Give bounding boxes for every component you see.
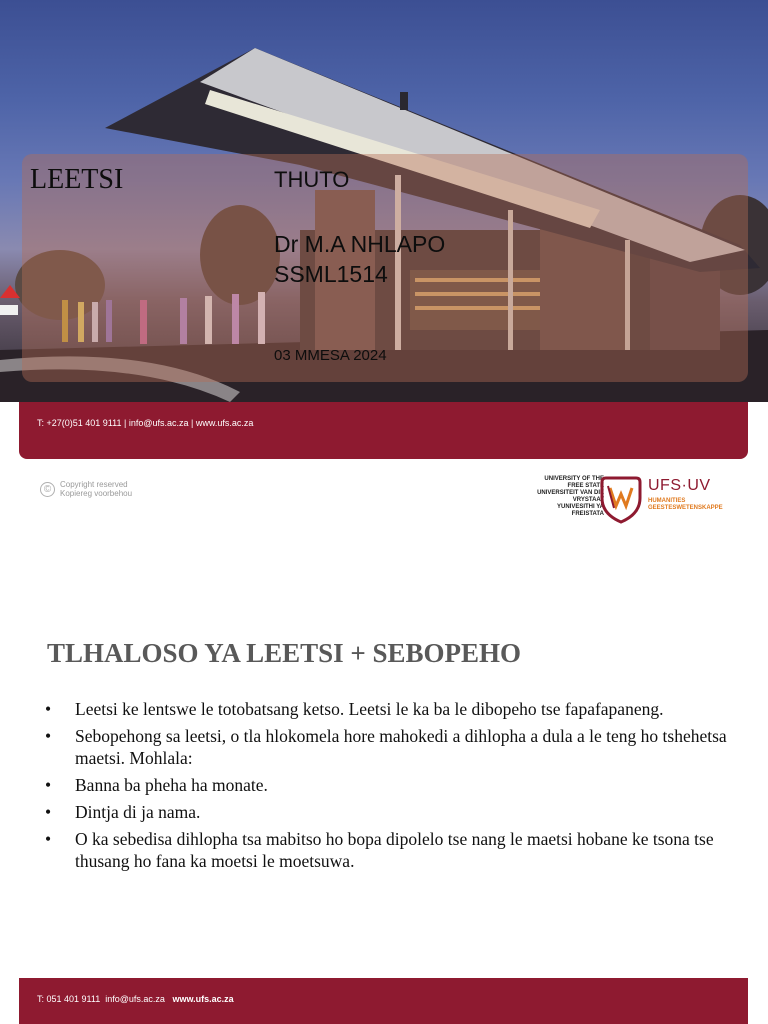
list-item <box>45 828 735 872</box>
logo-line-4: VRYSTAAT <box>572 497 604 503</box>
title-details <box>274 167 446 364</box>
logo-line-1: UNIVERSITY OF THE <box>544 476 604 482</box>
copyright-notice <box>40 480 132 498</box>
footer-contact <box>37 994 234 1004</box>
footer-phone: T: 051 401 9111 <box>37 994 101 1004</box>
list-item <box>45 698 735 720</box>
copyright-line-1: Copyright reserved <box>60 480 128 489</box>
ufs-logo <box>512 476 732 526</box>
bullet-icon: • <box>45 829 52 849</box>
bullet-text: Sebopehong sa leetsi, o tla hlokomela hore mahokedi a dihlopha a dula a le teng ho tshehetsa maetsi. Mohlala: <box>75 726 727 768</box>
bullet-icon: • <box>45 726 52 746</box>
logo-line-5: YUNIVESITHI YA <box>556 504 604 510</box>
bullet-icon: • <box>45 775 52 795</box>
lecturer-name: Dr M.A NHLAPO <box>274 231 446 257</box>
logo-line-6: FREISTATA <box>571 511 604 517</box>
content-slide <box>0 558 768 1024</box>
logo-line-2: FREE STATE <box>567 483 604 489</box>
footer-website: www.ufs.ac.za <box>172 994 234 1004</box>
logo-name: UFS·UV <box>648 477 711 494</box>
logo-faculty-en: HUMANITIES <box>648 498 686 504</box>
bullet-text: Leetsi ke lentswe le totobatsang ketso. Leetsi le ka ba le dibopeho tse fapafapaneng. <box>75 699 664 719</box>
bullet-icon: • <box>45 699 52 719</box>
logo-faculty-af: GEESTESWETENSKAPPE <box>648 505 723 511</box>
contact-bar <box>19 402 748 459</box>
logo-line-3: UNIVERSITEIT VAN DIE <box>537 490 604 496</box>
list-item <box>45 725 735 769</box>
list-item <box>45 801 735 823</box>
copyright-line-2: Kopiereg voorbehou <box>60 489 133 498</box>
bullet-text: Dintja di ja nama. <box>75 802 201 822</box>
bullet-icon: • <box>45 802 52 822</box>
slide-title: TLHALOSO YA LEETSI + SEBOPEHO <box>47 638 522 668</box>
bullet-list <box>45 698 735 877</box>
presentation-date: 03 MMESA 2024 <box>274 347 387 364</box>
bullet-text: O ka sebedisa dihlopha tsa mabitso ho bopa dipolelo tse nang le maetsi hobane ke tsona tse thusang ho fana ka moetsi le moetsuwa. <box>75 829 714 871</box>
copyright-icon: © <box>40 482 55 497</box>
list-item <box>45 774 735 796</box>
footer-bar <box>19 978 748 1024</box>
slide-left-title: LEETSI <box>30 164 124 195</box>
ufs-shield-icon <box>598 476 644 524</box>
contact-bar-text: T: +27(0)51 401 9111 | info@ufs.ac.za | www.ufs.ac.za <box>37 418 254 428</box>
footer-email: info@ufs.ac.za <box>105 994 165 1004</box>
subject-label: THUTO <box>274 167 350 192</box>
logo-faculty <box>648 498 723 512</box>
logo-university-text <box>514 476 604 518</box>
course-code: SSML1514 <box>274 261 388 287</box>
bullet-text: Banna ba pheha ha monate. <box>75 775 268 795</box>
